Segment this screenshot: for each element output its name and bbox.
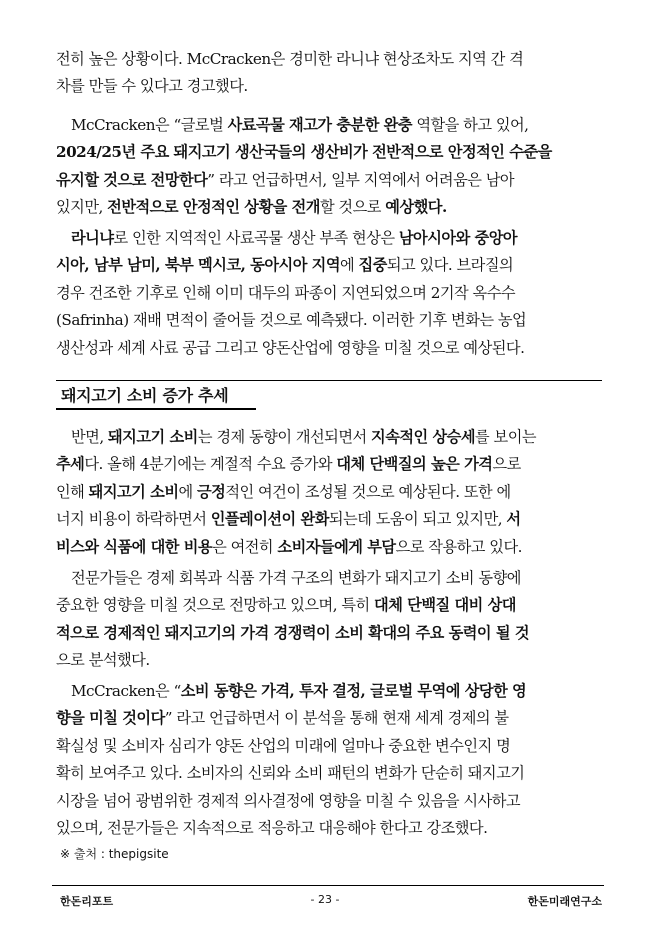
text-line: 생산성과 세계 사료 공급 그리고 양돈산업에 영향을 미칠 것으로 예상된다. [56,338,525,357]
paragraph-1 [56,46,602,101]
text-line: 시아, 남부 남미, 북부 멕시코, 동아시아 지역에 집중되고 있다. 브라질의 [56,256,514,275]
text-line: 시장을 넘어 광범위한 경제적 의사결정에 영향을 미칠 수 있음을 시사하고 [56,791,521,810]
text-line: 확실성 및 소비자 심리가 양돈 산업의 미래에 얼마나 중요한 변수인지 명 [56,736,511,755]
text-line: 적으로 경제적인 돼지고기의 가격 경쟁력이 소비 확대의 주요 동력이 될 것 [56,623,530,642]
divider [56,408,256,410]
text-line: 2024/25년 주요 돼지고기 생산국들의 생산비가 전반적으로 안정적인 수준을 [56,143,552,162]
section-title: 돼지고기 소비 증가 추세 [61,386,229,405]
footer-divider [52,885,604,886]
text-line: 반면, 돼지고기 소비는 경제 동향이 개선되면서 지속적인 상승세를 보이는 [71,428,537,446]
page-number: - 23 - [310,893,340,906]
text-line: McCracken은 “글로벌 사료곡물 재고가 충분한 완충 역할을 하고 있어, [71,116,529,134]
text-line: 경우 건조한 기후로 인해 이미 대두의 파종이 지연되었으며 2기작 옥수수 [56,283,516,302]
paragraph-6 [56,678,602,842]
text-line: 있으며, 전문가들은 지속적으로 적응하고 대응해야 한다고 강조했다. [56,819,488,838]
divider [56,380,602,381]
text-line: (Safrinha) 재배 면적이 줄어들 것으로 예측됐다. 이러한 기후 변화는 농업 [56,311,527,330]
source-note: ※ 출처 : thepigsite [60,847,169,861]
text-line: 전히 높은 상황이다. McCracken은 경미한 라니냐 현상조차도 지역 간 격 [56,50,524,68]
text-line: 향을 미칠 것이다” 라고 언급하면서 이 분석을 통해 현재 세계 경제의 불 [56,709,509,728]
footer-publication: 한돈리포트 [60,895,114,908]
text-line: 라니냐로 인한 지역적인 사료곡물 생산 부족 현상은 남아시아와 중앙아 [71,229,518,247]
paragraph-4 [56,424,602,561]
text-line: 으로 분석했다. [56,651,150,670]
text-line: 전문가들은 경제 회복과 식품 가격 구조의 변화가 돼지고기 소비 동향에 [71,569,521,587]
footer-organization: 한돈미래연구소 [527,895,602,908]
text-line: 비스와 식품에 대한 비용은 여전히 소비자들에게 부담으로 작용하고 있다. [56,537,522,556]
text-line: 유지할 것으로 전망한다” 라고 언급하면서, 일부 지역에서 어려움은 남아 [56,170,515,189]
text-line: McCracken은 “소비 동향은 가격, 투자 결정, 글로벌 무역에 상당한 영 [71,682,527,700]
text-line: 너지 비용이 하락하면서 인플레이션이 완화되는데 도움이 되고 있지만, 서 [56,510,521,529]
text-line: 차를 만들 수 있다고 경고했다. [56,77,248,96]
text-line: 확히 보여주고 있다. 소비자의 신뢰와 소비 패턴의 변화가 단순히 돼지고기 [56,764,525,783]
text-line: 있지만, 전반적으로 안정적인 상황을 전개할 것으로 예상했다. [56,198,447,217]
text-line: 추세다. 올해 4분기에는 계절적 수요 증가와 대체 단백질의 높은 가격으로 [56,455,521,474]
paragraph-3 [56,225,602,362]
section-heading [56,380,602,410]
text-line: 인해 돼지고기 소비에 긍정적인 여건이 조성될 것으로 예상된다. 또한 에 [56,482,511,501]
paragraph-2 [56,112,602,222]
text-line: 중요한 영향을 미칠 것으로 전망하고 있으며, 특히 대체 단백질 대비 상대 [56,596,516,615]
paragraph-5 [56,565,602,675]
